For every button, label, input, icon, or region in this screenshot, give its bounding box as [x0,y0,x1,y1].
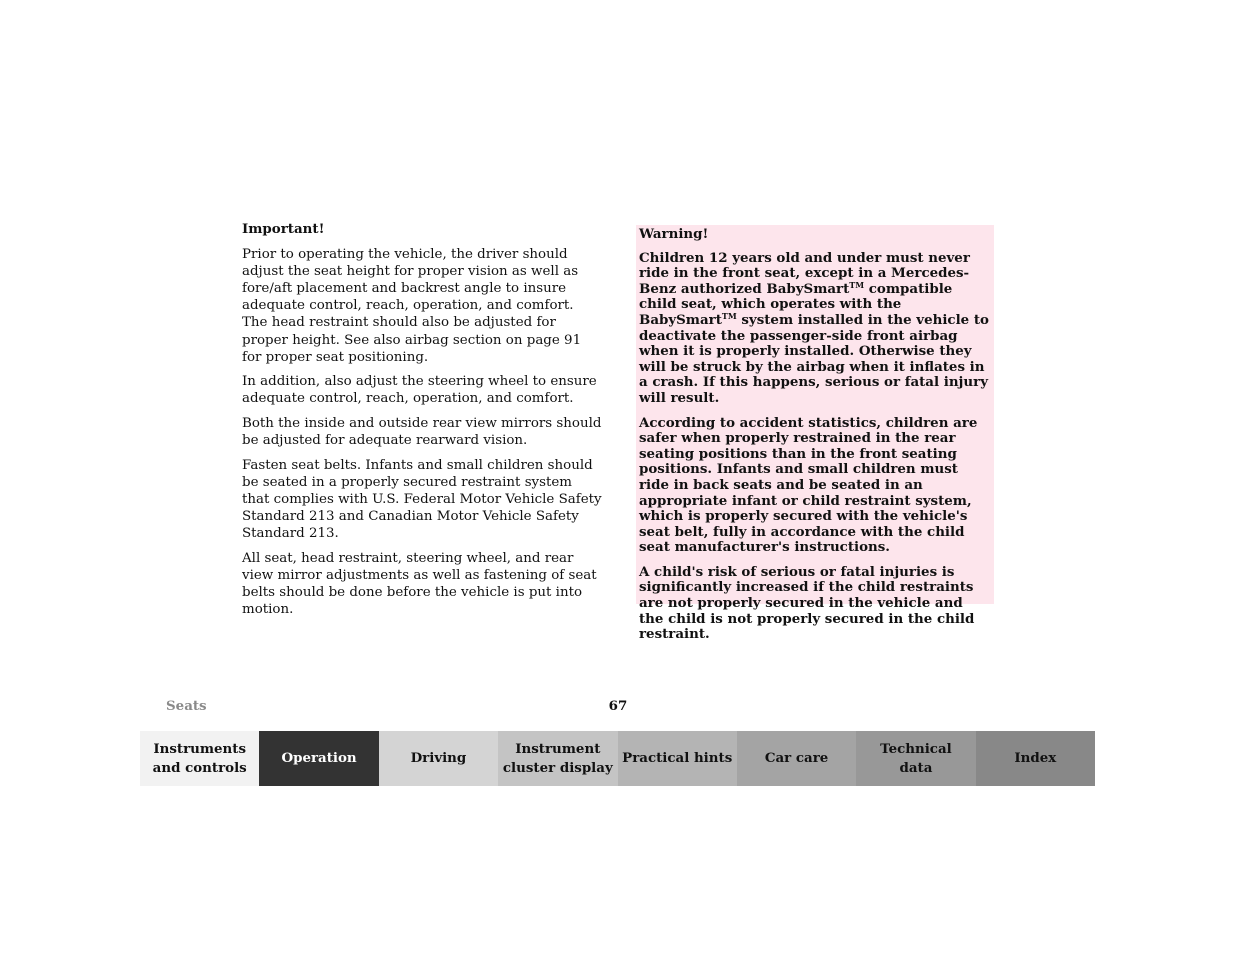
trademark-mark: TM [721,310,737,321]
important-paragraph: In addition, also adjust the steering wheel to ensure adequate control, reach, operation, and comfort. [242,374,597,407]
important-section [242,221,602,625]
nav-tab-instrument-cluster-display[interactable]: Instrument cluster display [498,731,617,786]
warning-text: system installed in the vehicle to deactivate the passenger-side front airbag when it is properly installed. Otherwise they will be struck by the airbag when it inflates in a crash. If this happens, serious or fatal injury will result. [639,311,989,406]
nav-tab-car-care[interactable]: Car care [737,731,856,786]
chapter-nav [140,731,1095,786]
section-label: Seats [166,698,207,714]
important-paragraph: Prior to operating the vehicle, the driver should adjust the seat height for proper vision as well as fore/aft placement and backrest angle to insure adequate control, reach, operation, and comfort. The head restraint should also be adjusted for proper height. See also airbag section on page 91 for proper seat positioning. [242,247,582,365]
trademark-mark: TM [849,279,865,290]
warning-heading: Warning! [639,226,709,242]
warning-paragraph: A child's risk of serious or fatal injuries is significantly increased if the child restraints are not properly secured in the vehicle and the child is not properly secured in the child restraint. [639,563,975,643]
warning-text: compatible child seat, which operates with the BabySmart [639,280,953,328]
nav-tab-instruments-and-controls[interactable]: Instruments and controls [140,731,259,786]
warning-paragraph: According to accident statistics, children are safer when properly restrained in the rear seating positions than in the front seating positions. Infants and small children must ride in back seats and be seated in an appropriate infant or child restraint system, which is properly secured with the vehicle's seat belt, fully in accordance with the child seat manufacturer's instructions. [639,414,978,556]
important-paragraph: All seat, head restraint, steering wheel, and rear view mirror adjustments as well as fastening of seat belts should be done before the vehicle is put into motion. [242,550,597,617]
nav-tab-technical-data[interactable]: Technical data [856,731,975,786]
nav-tab-practical-hints[interactable]: Practical hints [618,731,737,786]
important-heading: Important! [242,221,325,237]
warning-text: Children 12 years old and under must never ride in the front seat, except in a Mercedes-Benz authorized BabySmart [639,249,970,297]
important-paragraph: Fasten seat belts. Infants and small children should be seated in a properly secured restraint system that complies with U.S. Federal Motor Vehicle Safety Standard 213 and Canadian Motor Vehicle Safety Standard 213. [242,457,602,541]
important-paragraph: Both the inside and outside rear view mirrors should be adjusted for adequate rearward vision. [242,415,602,449]
nav-tab-driving[interactable]: Driving [379,731,498,786]
nav-tab-index[interactable]: Index [976,731,1095,786]
warning-paragraph [639,251,991,407]
nav-tab-operation[interactable]: Operation [259,731,378,786]
warning-box [636,225,994,643]
page-number: 67 [608,698,628,714]
